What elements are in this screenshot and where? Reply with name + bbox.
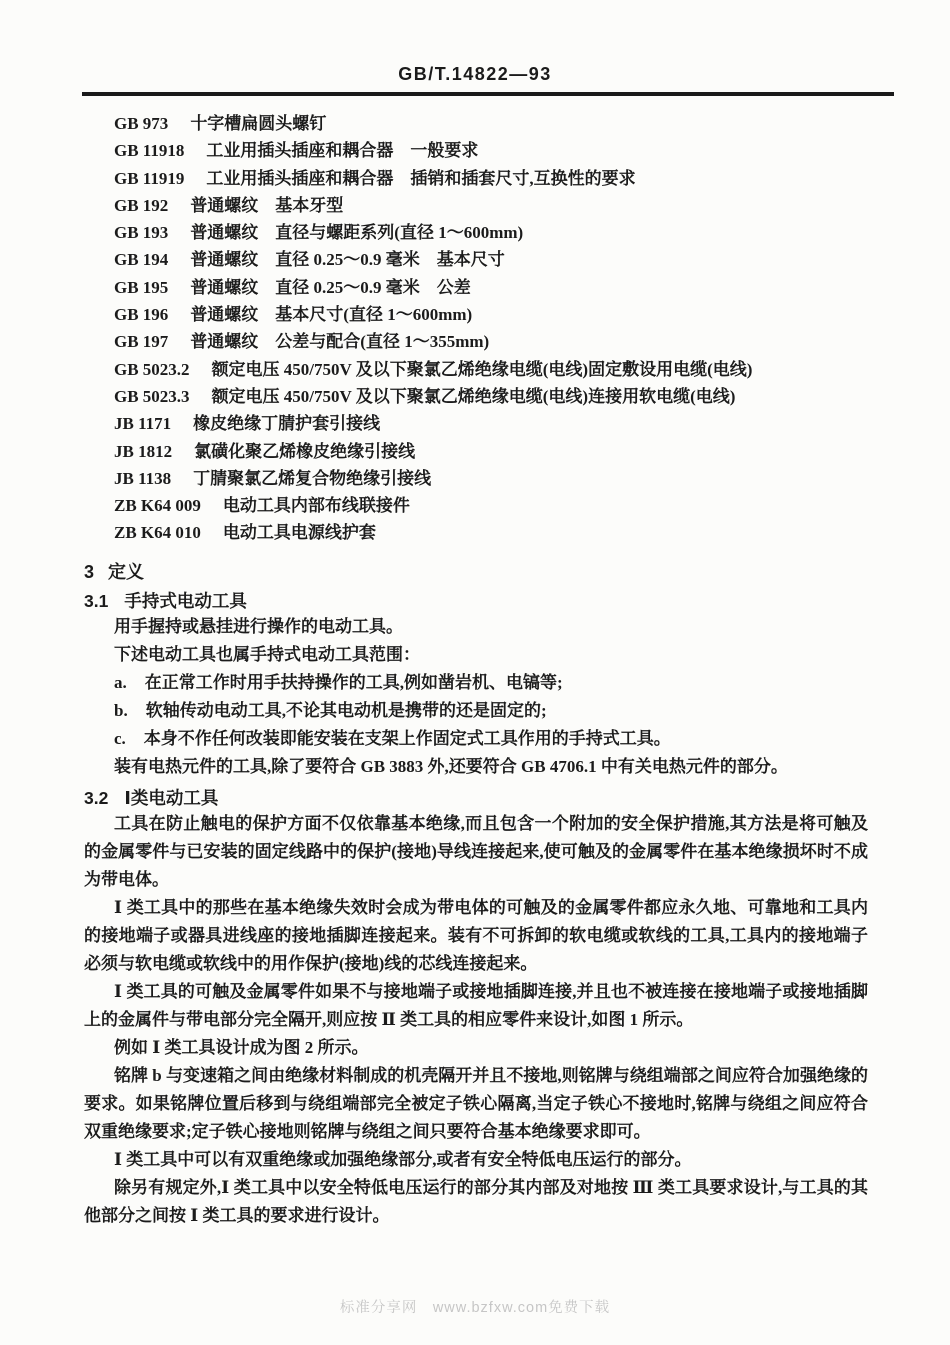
paragraph: Ⅰ 类工具中可以有双重绝缘或加强绝缘部分,或者有安全特低电压运行的部分。	[114, 1149, 692, 1169]
reference-title: 电动工具电源线护套	[222, 523, 376, 543]
doc-number: GB/T.14822—93	[398, 64, 552, 84]
reference-title: 额定电压 450/750V 及以下聚氯乙烯绝缘电缆(电线)连接用软电缆(电线)	[211, 386, 736, 406]
clause-title: Ⅰ类电动工具	[124, 787, 219, 808]
reference-item	[114, 383, 868, 410]
paragraph: 装有电热元件的工具,除了要符合 GB 3883 外,还要符合 GB 4706.1 中有关电热元件的部分。	[114, 756, 788, 776]
clause-heading	[84, 589, 868, 613]
header-rule	[82, 92, 894, 96]
reference-item	[114, 328, 868, 355]
paragraph: 用手握持或悬挂进行操作的电动工具。	[114, 616, 403, 636]
reference-code: GB 195	[114, 277, 169, 297]
reference-title: 普通螺纹 公差与配合(直径 1～355mm)	[190, 332, 490, 352]
reference-item	[114, 165, 868, 192]
reference-item	[114, 110, 868, 137]
list-item-text: 在正常工作时用手扶持操作的工具,例如凿岩机、电镐等;	[144, 672, 563, 692]
reference-item	[114, 274, 868, 301]
reference-code: GB 11919	[114, 168, 185, 188]
reference-title: 橡皮绝缘丁腈护套引接线	[193, 414, 381, 434]
reference-title: 普通螺纹 基本牙型	[190, 195, 344, 215]
list-item-label: c.	[114, 728, 126, 748]
reference-title: 工业用插头插座和耦合器 插销和插套尺寸,互换性的要求	[206, 168, 636, 188]
reference-item	[114, 137, 868, 164]
reference-code: JB 1138	[114, 468, 172, 488]
reference-item	[114, 246, 868, 273]
reference-title: 电动工具内部布线联接件	[222, 496, 410, 516]
reference-code: GB 5023.3	[114, 386, 190, 406]
list-item-text: 软轴传动电动工具,不论其电动机是携带的还是固定的;	[145, 700, 547, 720]
reference-item	[114, 492, 868, 519]
reference-item	[114, 356, 868, 383]
clause-heading	[84, 786, 868, 810]
reference-item	[114, 410, 868, 437]
list-item-label: b.	[114, 700, 128, 720]
reference-code: GB 192	[114, 195, 169, 215]
list-item	[84, 669, 868, 697]
reference-code: ZB K64 009	[114, 496, 201, 516]
reference-item	[114, 519, 868, 546]
clause-number: 3.2	[84, 787, 109, 808]
reference-item	[114, 301, 868, 328]
reference-code: GB 5023.2	[114, 359, 190, 379]
reference-code: ZB K64 010	[114, 523, 201, 543]
reference-item	[114, 192, 868, 219]
section-heading	[84, 560, 868, 584]
list-item	[84, 697, 868, 725]
reference-title: 丁腈聚氯乙烯复合物绝缘引接线	[193, 468, 432, 488]
reference-code: GB 197	[114, 332, 169, 352]
reference-title: 工业用插头插座和耦合器 一般要求	[206, 141, 479, 161]
reference-title: 普通螺纹 直径 0.25～0.9 毫米 公差	[190, 277, 471, 297]
reference-code: JB 1171	[114, 414, 172, 434]
paragraph: 除另有规定外,Ⅰ 类工具中以安全特低电压运行的部分其内部及对地按 Ⅲ 类工具要求设计,与工具的其他部分之间按 Ⅰ 类工具的要求进行设计。	[84, 1177, 868, 1225]
reference-title: 十字槽扁圆头螺钉	[190, 114, 327, 133]
list-item-text: 本身不作任何改装即能安装在支架上作固定式工具作用的手持式工具。	[143, 728, 671, 748]
content-area	[84, 110, 868, 1230]
reference-title: 普通螺纹 基本尺寸(直径 1～600mm)	[190, 305, 473, 325]
footer-watermark: 标准分享网 www.bzfxw.com免费下载	[339, 1300, 611, 1316]
paragraph: Ⅰ 类工具的可触及金属零件如果不与接地端子或接地插脚连接,并且也不被连接在接地端子或接地插脚上的金属件与带电部分完全隔开,则应按 Ⅱ 类工具的相应零件来设计,如图 1 所示。	[84, 981, 868, 1029]
reference-title: 普通螺纹 直径与螺距系列(直径 1～600mm)	[190, 223, 524, 243]
list-item	[84, 725, 868, 753]
reference-title: 氯磺化聚乙烯橡皮绝缘引接线	[194, 441, 416, 461]
reference-code: GB 11918	[114, 141, 185, 161]
paragraph: 铭牌 b 与变速箱之间由绝缘材料制成的机壳隔开并且不接地,则铭牌与绕组端部之间应符合加强绝缘的要求。如果铭牌位置后移到与绕组端部完全被定子铁心隔离,当定子铁心不接地时,铭牌与绕组之间应符合双重绝缘要求;定子铁心接地则铭牌与绕组之间只要符合基本绝缘要求即可。	[84, 1065, 868, 1141]
clause-number: 3.1	[84, 590, 109, 611]
paragraph: 下述电动工具也属手持式电动工具范围：	[114, 644, 420, 664]
reference-code: GB 194	[114, 250, 169, 270]
clause-title: 手持式电动工具	[124, 590, 247, 611]
section-number: 3	[84, 561, 95, 582]
reference-item	[114, 219, 868, 246]
paragraph: Ⅰ 类工具中的那些在基本绝缘失效时会成为带电体的可触及的金属零件都应永久地、可靠地和工具内的接地端子或器具进线座的接地插脚连接起来。装有不可拆卸的软电缆或软线的工具,工具内的接地端子必须与软电缆或软线中的用作保护(接地)线的芯线连接起来。	[84, 897, 868, 973]
references-list	[114, 110, 868, 547]
paragraph: 例如 Ⅰ 类工具设计成为图 2 所示。	[114, 1037, 369, 1057]
reference-title: 额定电压 450/750V 及以下聚氯乙烯绝缘电缆(电线)固定敷设用电缆(电线)	[211, 359, 753, 379]
reference-title: 普通螺纹 直径 0.25～0.9 毫米 基本尺寸	[190, 250, 505, 270]
reference-item	[114, 465, 868, 492]
reference-code: GB 196	[114, 305, 169, 325]
clauses-container	[84, 589, 868, 1230]
section-title: 定义	[108, 561, 145, 582]
reference-code: JB 1812	[114, 441, 173, 461]
reference-code: GB 193	[114, 223, 169, 243]
reference-code: GB 973	[114, 114, 169, 133]
reference-item	[114, 438, 868, 465]
paragraph: 工具在防止触电的保护方面不仅依靠基本绝缘,而且包含一个附加的安全保护措施,其方法是将可触及的金属零件与已安装的固定线路中的保护(接地)导线连接起来,使可触及的金属零件在基本绝缘损坏时不成为带电体。	[84, 813, 868, 889]
list-item-label: a.	[114, 672, 127, 692]
